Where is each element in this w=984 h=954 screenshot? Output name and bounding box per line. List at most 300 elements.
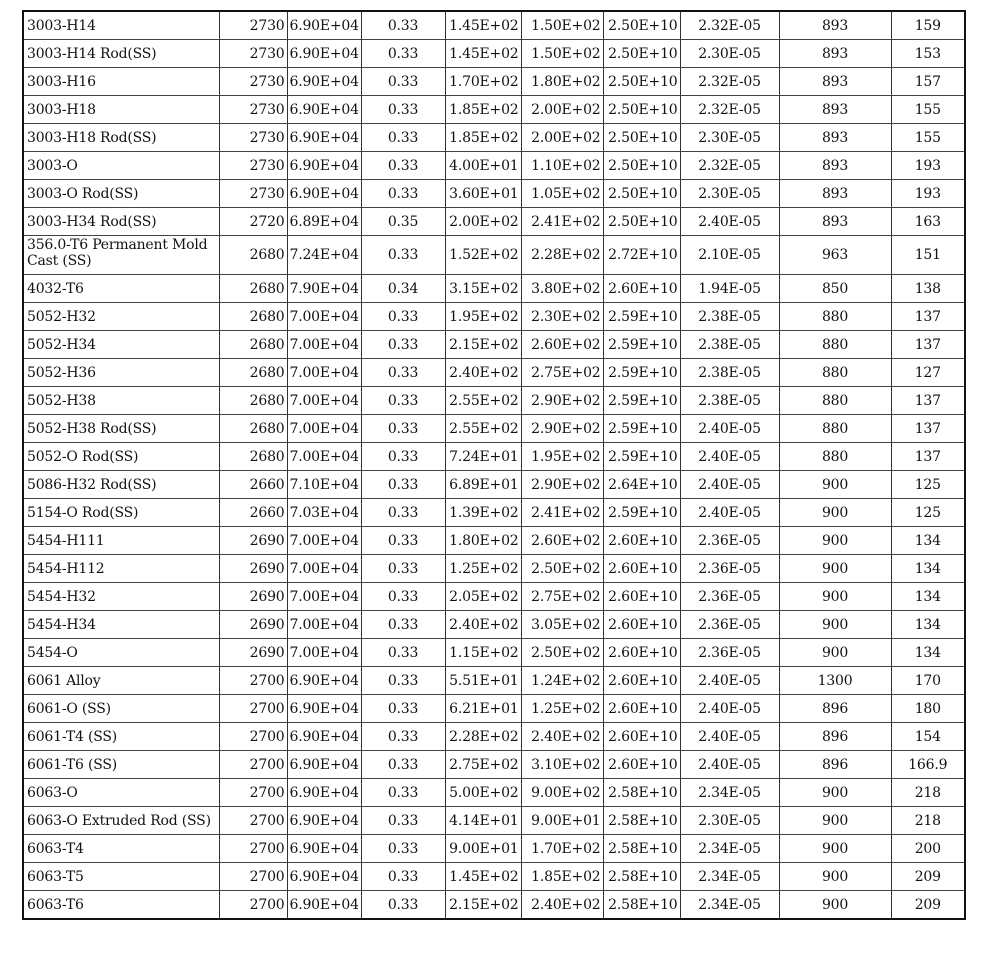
youngs-modulus-cell: 7.00E+04 — [287, 387, 361, 415]
density-cell: 2730 — [219, 152, 287, 180]
table-row — [23, 555, 965, 583]
table-row — [23, 751, 965, 779]
tensile-strength-cell: 2.30E+02 — [521, 303, 603, 331]
specific-heat-cell: 900 — [779, 527, 891, 555]
tensile-strength-cell: 1.10E+02 — [521, 152, 603, 180]
yield-strength-cell: 3.15E+02 — [445, 275, 521, 303]
material-name-cell: 5052-H36 — [23, 359, 219, 387]
youngs-modulus-cell: 7.03E+04 — [287, 499, 361, 527]
tensile-strength-cell: 3.05E+02 — [521, 611, 603, 639]
thermal-conductivity-cell: 157 — [891, 68, 965, 96]
table-row — [23, 331, 965, 359]
shear-modulus-cell: 2.50E+10 — [603, 124, 680, 152]
thermal-conductivity-cell: 163 — [891, 208, 965, 236]
material-name-cell: 5052-H32 — [23, 303, 219, 331]
shear-modulus-cell: 2.50E+10 — [603, 96, 680, 124]
shear-modulus-cell: 2.58E+10 — [603, 835, 680, 863]
thermal-conductivity-cell: 137 — [891, 303, 965, 331]
specific-heat-cell: 900 — [779, 891, 891, 920]
density-cell: 2730 — [219, 180, 287, 208]
youngs-modulus-cell: 7.90E+04 — [287, 275, 361, 303]
table-row — [23, 303, 965, 331]
thermal-conductivity-cell: 134 — [891, 527, 965, 555]
density-cell: 2680 — [219, 415, 287, 443]
thermal-expansion-cell: 2.32E-05 — [680, 11, 779, 40]
density-cell: 2730 — [219, 11, 287, 40]
youngs-modulus-cell: 6.90E+04 — [287, 835, 361, 863]
thermal-conductivity-cell: 180 — [891, 695, 965, 723]
material-name-cell: 3003-H18 Rod(SS) — [23, 124, 219, 152]
youngs-modulus-cell: 6.90E+04 — [287, 96, 361, 124]
youngs-modulus-cell: 6.89E+04 — [287, 208, 361, 236]
yield-strength-cell: 1.52E+02 — [445, 236, 521, 275]
density-cell: 2660 — [219, 471, 287, 499]
thermal-conductivity-cell: 125 — [891, 471, 965, 499]
material-name-cell: 5454-O — [23, 639, 219, 667]
shear-modulus-cell: 2.59E+10 — [603, 387, 680, 415]
density-cell: 2690 — [219, 555, 287, 583]
shear-modulus-cell: 2.60E+10 — [603, 527, 680, 555]
poisson-ratio-cell: 0.33 — [361, 415, 445, 443]
material-name-cell: 6061-T4 (SS) — [23, 723, 219, 751]
shear-modulus-cell: 2.59E+10 — [603, 443, 680, 471]
thermal-expansion-cell: 2.36E-05 — [680, 639, 779, 667]
youngs-modulus-cell: 7.00E+04 — [287, 527, 361, 555]
specific-heat-cell: 900 — [779, 499, 891, 527]
material-name-cell: 5454-H112 — [23, 555, 219, 583]
density-cell: 2720 — [219, 208, 287, 236]
material-name-cell: 3003-H16 — [23, 68, 219, 96]
yield-strength-cell: 4.00E+01 — [445, 152, 521, 180]
poisson-ratio-cell: 0.33 — [361, 555, 445, 583]
material-name-cell: 3003-O Rod(SS) — [23, 180, 219, 208]
thermal-expansion-cell: 2.40E-05 — [680, 443, 779, 471]
poisson-ratio-cell: 0.33 — [361, 611, 445, 639]
poisson-ratio-cell: 0.33 — [361, 891, 445, 920]
material-name-cell: 356.0-T6 Permanent Mold Cast (SS) — [23, 236, 219, 275]
table-row — [23, 68, 965, 96]
yield-strength-cell: 2.00E+02 — [445, 208, 521, 236]
shear-modulus-cell: 2.60E+10 — [603, 695, 680, 723]
shear-modulus-cell: 2.64E+10 — [603, 471, 680, 499]
tensile-strength-cell: 2.90E+02 — [521, 471, 603, 499]
poisson-ratio-cell: 0.33 — [361, 779, 445, 807]
thermal-expansion-cell: 2.30E-05 — [680, 124, 779, 152]
youngs-modulus-cell: 6.90E+04 — [287, 807, 361, 835]
thermal-expansion-cell: 2.36E-05 — [680, 583, 779, 611]
youngs-modulus-cell: 6.90E+04 — [287, 751, 361, 779]
poisson-ratio-cell: 0.33 — [361, 236, 445, 275]
thermal-conductivity-cell: 209 — [891, 863, 965, 891]
tensile-strength-cell: 2.41E+02 — [521, 208, 603, 236]
yield-strength-cell: 2.05E+02 — [445, 583, 521, 611]
tensile-strength-cell: 2.60E+02 — [521, 527, 603, 555]
poisson-ratio-cell: 0.33 — [361, 639, 445, 667]
material-name-cell: 6063-O — [23, 779, 219, 807]
tensile-strength-cell: 2.75E+02 — [521, 583, 603, 611]
tensile-strength-cell: 2.50E+02 — [521, 639, 603, 667]
tensile-strength-cell: 1.25E+02 — [521, 695, 603, 723]
youngs-modulus-cell: 7.00E+04 — [287, 583, 361, 611]
tensile-strength-cell: 1.85E+02 — [521, 863, 603, 891]
thermal-conductivity-cell: 151 — [891, 236, 965, 275]
thermal-expansion-cell: 2.30E-05 — [680, 807, 779, 835]
thermal-expansion-cell: 2.34E-05 — [680, 835, 779, 863]
poisson-ratio-cell: 0.33 — [361, 387, 445, 415]
material-name-cell: 6063-T4 — [23, 835, 219, 863]
poisson-ratio-cell: 0.33 — [361, 807, 445, 835]
poisson-ratio-cell: 0.33 — [361, 527, 445, 555]
table-row — [23, 779, 965, 807]
thermal-expansion-cell: 2.32E-05 — [680, 96, 779, 124]
yield-strength-cell: 1.45E+02 — [445, 11, 521, 40]
density-cell: 2700 — [219, 807, 287, 835]
table-row — [23, 96, 965, 124]
youngs-modulus-cell: 7.00E+04 — [287, 303, 361, 331]
specific-heat-cell: 893 — [779, 96, 891, 124]
youngs-modulus-cell: 7.00E+04 — [287, 331, 361, 359]
shear-modulus-cell: 2.60E+10 — [603, 667, 680, 695]
material-name-cell: 5052-H38 — [23, 387, 219, 415]
thermal-conductivity-cell: 137 — [891, 443, 965, 471]
thermal-conductivity-cell: 134 — [891, 639, 965, 667]
table-row — [23, 180, 965, 208]
density-cell: 2700 — [219, 779, 287, 807]
yield-strength-cell: 1.25E+02 — [445, 555, 521, 583]
thermal-expansion-cell: 2.38E-05 — [680, 359, 779, 387]
table-row — [23, 443, 965, 471]
density-cell: 2680 — [219, 331, 287, 359]
shear-modulus-cell: 2.59E+10 — [603, 303, 680, 331]
specific-heat-cell: 896 — [779, 751, 891, 779]
table-row — [23, 415, 965, 443]
material-name-cell: 3003-H14 — [23, 11, 219, 40]
tensile-strength-cell: 2.60E+02 — [521, 331, 603, 359]
density-cell: 2680 — [219, 443, 287, 471]
thermal-expansion-cell: 1.94E-05 — [680, 275, 779, 303]
specific-heat-cell: 893 — [779, 68, 891, 96]
tensile-strength-cell: 2.41E+02 — [521, 499, 603, 527]
thermal-expansion-cell: 2.40E-05 — [680, 723, 779, 751]
specific-heat-cell: 893 — [779, 11, 891, 40]
density-cell: 2700 — [219, 863, 287, 891]
specific-heat-cell: 900 — [779, 583, 891, 611]
thermal-expansion-cell: 2.30E-05 — [680, 180, 779, 208]
shear-modulus-cell: 2.60E+10 — [603, 611, 680, 639]
material-name-cell: 4032-T6 — [23, 275, 219, 303]
youngs-modulus-cell: 6.90E+04 — [287, 667, 361, 695]
specific-heat-cell: 893 — [779, 180, 891, 208]
material-name-cell: 3003-H14 Rod(SS) — [23, 40, 219, 68]
specific-heat-cell: 893 — [779, 152, 891, 180]
table-row — [23, 124, 965, 152]
material-name-cell: 5454-H111 — [23, 527, 219, 555]
yield-strength-cell: 2.28E+02 — [445, 723, 521, 751]
specific-heat-cell: 900 — [779, 807, 891, 835]
table-row — [23, 387, 965, 415]
table-row — [23, 611, 965, 639]
tensile-strength-cell: 3.10E+02 — [521, 751, 603, 779]
yield-strength-cell: 1.80E+02 — [445, 527, 521, 555]
material-name-cell: 6063-O Extruded Rod (SS) — [23, 807, 219, 835]
density-cell: 2660 — [219, 499, 287, 527]
poisson-ratio-cell: 0.33 — [361, 359, 445, 387]
yield-strength-cell: 2.55E+02 — [445, 387, 521, 415]
thermal-expansion-cell: 2.40E-05 — [680, 751, 779, 779]
youngs-modulus-cell: 6.90E+04 — [287, 124, 361, 152]
tensile-strength-cell: 3.80E+02 — [521, 275, 603, 303]
specific-heat-cell: 1300 — [779, 667, 891, 695]
thermal-conductivity-cell: 154 — [891, 723, 965, 751]
thermal-expansion-cell: 2.34E-05 — [680, 779, 779, 807]
thermal-expansion-cell: 2.38E-05 — [680, 303, 779, 331]
table-row — [23, 639, 965, 667]
shear-modulus-cell: 2.60E+10 — [603, 555, 680, 583]
specific-heat-cell: 900 — [779, 639, 891, 667]
material-properties-table — [22, 10, 966, 920]
thermal-conductivity-cell: 193 — [891, 180, 965, 208]
thermal-conductivity-cell: 134 — [891, 611, 965, 639]
yield-strength-cell: 1.70E+02 — [445, 68, 521, 96]
poisson-ratio-cell: 0.34 — [361, 275, 445, 303]
thermal-conductivity-cell: 134 — [891, 583, 965, 611]
density-cell: 2730 — [219, 40, 287, 68]
poisson-ratio-cell: 0.33 — [361, 443, 445, 471]
material-name-cell: 5086-H32 Rod(SS) — [23, 471, 219, 499]
tensile-strength-cell: 1.50E+02 — [521, 40, 603, 68]
tensile-strength-cell: 2.00E+02 — [521, 124, 603, 152]
yield-strength-cell: 4.14E+01 — [445, 807, 521, 835]
density-cell: 2700 — [219, 751, 287, 779]
shear-modulus-cell: 2.58E+10 — [603, 779, 680, 807]
poisson-ratio-cell: 0.33 — [361, 751, 445, 779]
youngs-modulus-cell: 7.00E+04 — [287, 639, 361, 667]
shear-modulus-cell: 2.60E+10 — [603, 639, 680, 667]
yield-strength-cell: 2.55E+02 — [445, 415, 521, 443]
specific-heat-cell: 893 — [779, 124, 891, 152]
yield-strength-cell: 1.85E+02 — [445, 124, 521, 152]
density-cell: 2700 — [219, 695, 287, 723]
density-cell: 2700 — [219, 835, 287, 863]
poisson-ratio-cell: 0.33 — [361, 667, 445, 695]
density-cell: 2680 — [219, 236, 287, 275]
density-cell: 2690 — [219, 639, 287, 667]
shear-modulus-cell: 2.72E+10 — [603, 236, 680, 275]
poisson-ratio-cell: 0.33 — [361, 180, 445, 208]
youngs-modulus-cell: 6.90E+04 — [287, 11, 361, 40]
youngs-modulus-cell: 6.90E+04 — [287, 863, 361, 891]
poisson-ratio-cell: 0.33 — [361, 152, 445, 180]
thermal-expansion-cell: 2.40E-05 — [680, 667, 779, 695]
table-row — [23, 236, 965, 275]
density-cell: 2690 — [219, 527, 287, 555]
shear-modulus-cell: 2.50E+10 — [603, 11, 680, 40]
material-name-cell: 5052-H34 — [23, 331, 219, 359]
density-cell: 2690 — [219, 611, 287, 639]
specific-heat-cell: 900 — [779, 863, 891, 891]
tensile-strength-cell: 2.50E+02 — [521, 555, 603, 583]
material-name-cell: 6063-T5 — [23, 863, 219, 891]
thermal-expansion-cell: 2.36E-05 — [680, 527, 779, 555]
table-row — [23, 40, 965, 68]
table-row — [23, 891, 965, 920]
material-name-cell: 5454-H32 — [23, 583, 219, 611]
specific-heat-cell: 900 — [779, 611, 891, 639]
yield-strength-cell: 6.21E+01 — [445, 695, 521, 723]
material-name-cell: 6061-T6 (SS) — [23, 751, 219, 779]
specific-heat-cell: 900 — [779, 471, 891, 499]
thermal-expansion-cell: 2.32E-05 — [680, 68, 779, 96]
thermal-conductivity-cell: 200 — [891, 835, 965, 863]
specific-heat-cell: 896 — [779, 723, 891, 751]
poisson-ratio-cell: 0.33 — [361, 835, 445, 863]
youngs-modulus-cell: 7.00E+04 — [287, 443, 361, 471]
thermal-conductivity-cell: 159 — [891, 11, 965, 40]
thermal-expansion-cell: 2.40E-05 — [680, 208, 779, 236]
thermal-expansion-cell: 2.36E-05 — [680, 555, 779, 583]
yield-strength-cell: 1.95E+02 — [445, 303, 521, 331]
thermal-conductivity-cell: 137 — [891, 331, 965, 359]
youngs-modulus-cell: 7.10E+04 — [287, 471, 361, 499]
table-row — [23, 152, 965, 180]
thermal-conductivity-cell: 127 — [891, 359, 965, 387]
tensile-strength-cell: 1.24E+02 — [521, 667, 603, 695]
tensile-strength-cell: 9.00E+01 — [521, 807, 603, 835]
specific-heat-cell: 880 — [779, 387, 891, 415]
thermal-expansion-cell: 2.32E-05 — [680, 152, 779, 180]
table-row — [23, 723, 965, 751]
poisson-ratio-cell: 0.33 — [361, 499, 445, 527]
poisson-ratio-cell: 0.33 — [361, 40, 445, 68]
density-cell: 2680 — [219, 275, 287, 303]
youngs-modulus-cell: 7.24E+04 — [287, 236, 361, 275]
material-name-cell: 6061-O (SS) — [23, 695, 219, 723]
yield-strength-cell: 3.60E+01 — [445, 180, 521, 208]
thermal-expansion-cell: 2.38E-05 — [680, 387, 779, 415]
youngs-modulus-cell: 7.00E+04 — [287, 611, 361, 639]
thermal-expansion-cell: 2.40E-05 — [680, 499, 779, 527]
specific-heat-cell: 900 — [779, 779, 891, 807]
thermal-conductivity-cell: 155 — [891, 124, 965, 152]
table-row — [23, 359, 965, 387]
density-cell: 2690 — [219, 583, 287, 611]
thermal-conductivity-cell: 137 — [891, 415, 965, 443]
yield-strength-cell: 1.45E+02 — [445, 40, 521, 68]
shear-modulus-cell: 2.59E+10 — [603, 415, 680, 443]
poisson-ratio-cell: 0.33 — [361, 124, 445, 152]
thermal-conductivity-cell: 153 — [891, 40, 965, 68]
specific-heat-cell: 880 — [779, 331, 891, 359]
yield-strength-cell: 2.40E+02 — [445, 611, 521, 639]
specific-heat-cell: 900 — [779, 835, 891, 863]
density-cell: 2700 — [219, 667, 287, 695]
youngs-modulus-cell: 7.00E+04 — [287, 359, 361, 387]
table-row — [23, 499, 965, 527]
specific-heat-cell: 893 — [779, 40, 891, 68]
yield-strength-cell: 2.75E+02 — [445, 751, 521, 779]
poisson-ratio-cell: 0.33 — [361, 723, 445, 751]
thermal-expansion-cell: 2.34E-05 — [680, 863, 779, 891]
poisson-ratio-cell: 0.33 — [361, 68, 445, 96]
shear-modulus-cell: 2.59E+10 — [603, 331, 680, 359]
tensile-strength-cell: 9.00E+02 — [521, 779, 603, 807]
table-row — [23, 11, 965, 40]
poisson-ratio-cell: 0.33 — [361, 303, 445, 331]
table-row — [23, 863, 965, 891]
shear-modulus-cell: 2.50E+10 — [603, 208, 680, 236]
thermal-expansion-cell: 2.40E-05 — [680, 415, 779, 443]
specific-heat-cell: 880 — [779, 303, 891, 331]
tensile-strength-cell: 2.90E+02 — [521, 387, 603, 415]
youngs-modulus-cell: 6.90E+04 — [287, 723, 361, 751]
material-name-cell: 6061 Alloy — [23, 667, 219, 695]
yield-strength-cell: 1.85E+02 — [445, 96, 521, 124]
table-row — [23, 527, 965, 555]
specific-heat-cell: 896 — [779, 695, 891, 723]
thermal-expansion-cell: 2.36E-05 — [680, 611, 779, 639]
youngs-modulus-cell: 6.90E+04 — [287, 779, 361, 807]
youngs-modulus-cell: 7.00E+04 — [287, 415, 361, 443]
tensile-strength-cell: 2.00E+02 — [521, 96, 603, 124]
thermal-conductivity-cell: 218 — [891, 779, 965, 807]
poisson-ratio-cell: 0.33 — [361, 96, 445, 124]
specific-heat-cell: 880 — [779, 359, 891, 387]
table-row — [23, 275, 965, 303]
shear-modulus-cell: 2.58E+10 — [603, 807, 680, 835]
yield-strength-cell: 9.00E+01 — [445, 835, 521, 863]
tensile-strength-cell: 1.05E+02 — [521, 180, 603, 208]
thermal-expansion-cell: 2.10E-05 — [680, 236, 779, 275]
tensile-strength-cell: 2.28E+02 — [521, 236, 603, 275]
specific-heat-cell: 963 — [779, 236, 891, 275]
tensile-strength-cell: 2.40E+02 — [521, 723, 603, 751]
material-name-cell: 3003-H18 — [23, 96, 219, 124]
specific-heat-cell: 880 — [779, 415, 891, 443]
shear-modulus-cell: 2.60E+10 — [603, 723, 680, 751]
thermal-conductivity-cell: 134 — [891, 555, 965, 583]
yield-strength-cell: 1.39E+02 — [445, 499, 521, 527]
youngs-modulus-cell: 6.90E+04 — [287, 68, 361, 96]
thermal-conductivity-cell: 170 — [891, 667, 965, 695]
yield-strength-cell: 2.15E+02 — [445, 331, 521, 359]
poisson-ratio-cell: 0.33 — [361, 695, 445, 723]
yield-strength-cell: 5.00E+02 — [445, 779, 521, 807]
tensile-strength-cell: 1.80E+02 — [521, 68, 603, 96]
thermal-expansion-cell: 2.40E-05 — [680, 471, 779, 499]
shear-modulus-cell: 2.58E+10 — [603, 891, 680, 920]
shear-modulus-cell: 2.60E+10 — [603, 583, 680, 611]
youngs-modulus-cell: 6.90E+04 — [287, 891, 361, 920]
thermal-expansion-cell: 2.34E-05 — [680, 891, 779, 920]
shear-modulus-cell: 2.58E+10 — [603, 863, 680, 891]
specific-heat-cell: 850 — [779, 275, 891, 303]
tensile-strength-cell: 1.50E+02 — [521, 11, 603, 40]
youngs-modulus-cell: 6.90E+04 — [287, 40, 361, 68]
thermal-conductivity-cell: 218 — [891, 807, 965, 835]
shear-modulus-cell: 2.50E+10 — [603, 180, 680, 208]
tensile-strength-cell: 2.40E+02 — [521, 891, 603, 920]
material-name-cell: 5454-H34 — [23, 611, 219, 639]
density-cell: 2730 — [219, 96, 287, 124]
tensile-strength-cell: 2.75E+02 — [521, 359, 603, 387]
shear-modulus-cell: 2.50E+10 — [603, 68, 680, 96]
material-name-cell: 6063-T6 — [23, 891, 219, 920]
thermal-expansion-cell: 2.38E-05 — [680, 331, 779, 359]
table-row — [23, 835, 965, 863]
yield-strength-cell: 1.15E+02 — [445, 639, 521, 667]
density-cell: 2680 — [219, 387, 287, 415]
shear-modulus-cell: 2.59E+10 — [603, 359, 680, 387]
